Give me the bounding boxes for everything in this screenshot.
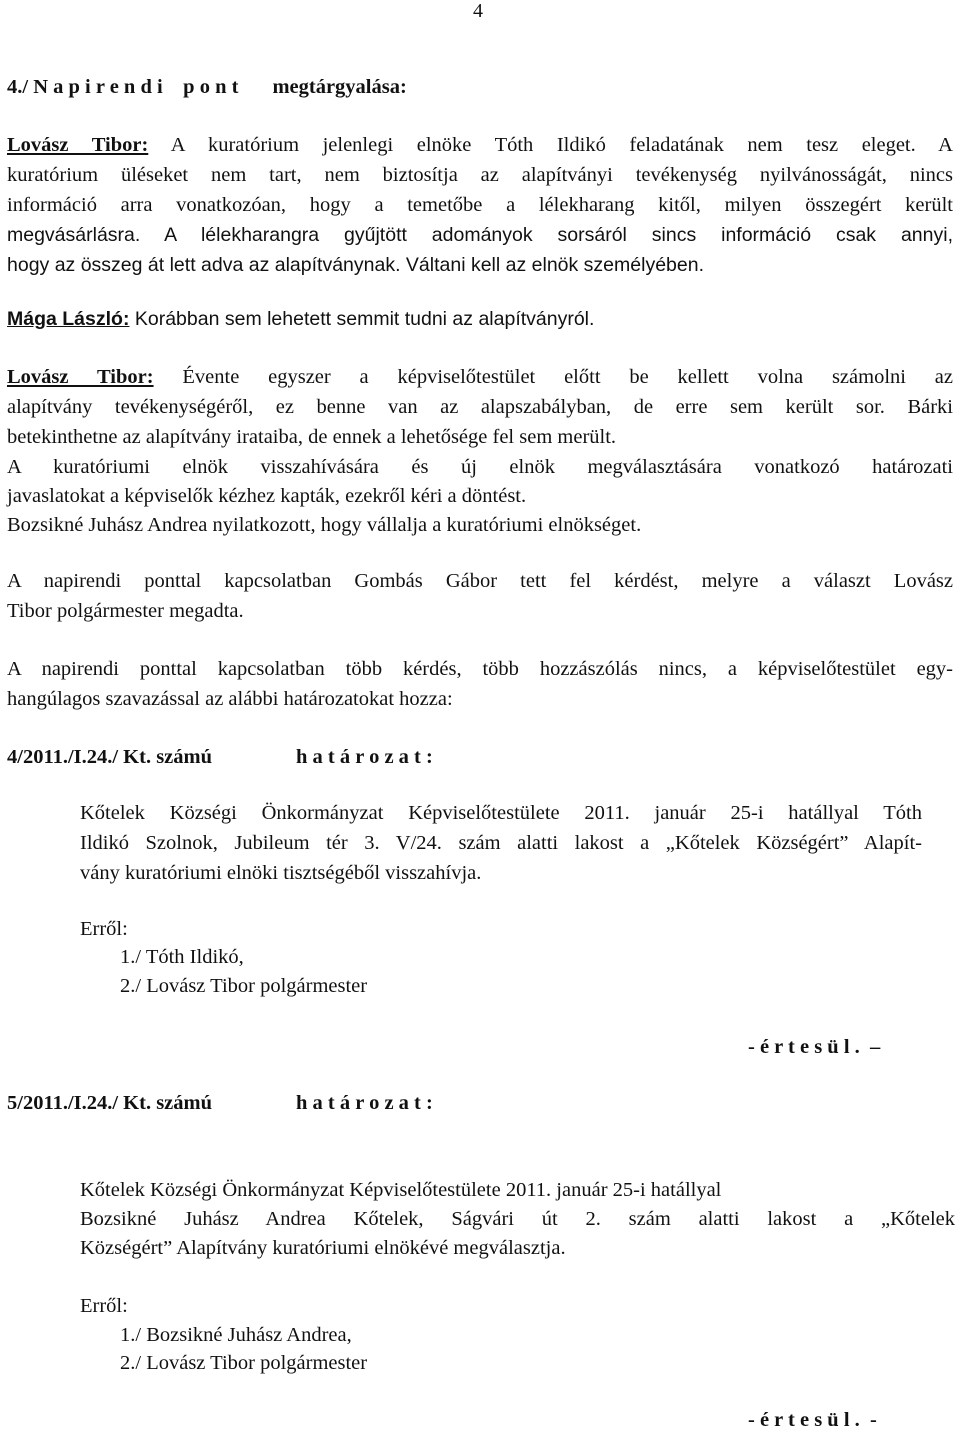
resolution2-line1: Kőtelek Községi Önkormányzat Képviselőtestülete 2011. január 25-i hatállyal [80, 1179, 722, 1201]
speaker-name: Lovász Tibor: [7, 134, 149, 156]
para4-line1: A napirendi ponttal kapcsolatban Gombás Gábor tett fel kérdést, melyre a választ Lovász [7, 570, 953, 592]
para2-text: Korábban sem lehetett semmit tudni az alapítványról. [129, 308, 595, 330]
para1-line5: hogy az összeg át lett adva az alapítványnak. Váltani kell az elnök személyében. [7, 254, 704, 276]
para3-line5: javaslatokat a képviselők kézhez kapták, ezekről kéri a döntést. [7, 485, 527, 507]
speaker-name: Mága László: [7, 308, 130, 330]
agenda-heading-spaced: N a p i r e n d i p o n t [33, 76, 239, 98]
para1-line2: kuratórium üléseket nem tart, nem biztosítja az alapítványi tevékenység nyilvánosságát, nincs [7, 164, 953, 186]
resolution1-line3: vány kuratóriumi elnöki tisztségéből visszahívja. [80, 862, 482, 884]
resolution2-notice: - é r t e s ü l . - [748, 1409, 877, 1431]
para1-line1 [7, 132, 953, 158]
resolution1-number: 4/2011./I.24./ Kt. számú [7, 746, 213, 768]
para3-line2: alapítvány tevékenységéről, ez benne van az alapszabályban, de erre sem került sor. Bárki [7, 396, 953, 418]
speaker-name: Lovász Tibor: [7, 366, 154, 388]
resolution2-recipient: 2./ Lovász Tibor polgármester [120, 1352, 368, 1374]
page-number: 4 [473, 0, 483, 22]
para1-line4: megvásárlásra. A lélekharangra gyűjtött adományok sorsáról sincs információ csak annyi, [7, 224, 953, 246]
resolution2-number: 5/2011./I.24./ Kt. számú [7, 1092, 213, 1114]
para3-line1-text: Évente egyszer a képviselőtestület előtt be kellett volna számolni az [153, 366, 953, 388]
para3-line1 [7, 364, 953, 390]
resolution1-line2: Ildikó Szolnok, Jubileum tér 3. V/24. szám alatti lakost a „Kőtelek Községért” Alapít- [80, 832, 922, 854]
resolution1-recipient: 2./ Lovász Tibor polgármester [120, 975, 368, 997]
para5-line1: A napirendi ponttal kapcsolatban több kérdés, több hozzászólás nincs, a képviselőtestület egy- [7, 658, 953, 680]
resolution1-notify-heading: Erről: [80, 918, 128, 940]
para5-line2: hangúlagos szavazással az alábbi határozatokat hozza: [7, 688, 453, 710]
para2-line1 [7, 306, 594, 332]
para3-line3: betekinthetne az alapítvány irataiba, de ennek a lehetősége fel sem merült. [7, 426, 617, 448]
resolution2-line2: Bozsikné Juhász Andrea Kőtelek, Ságvári út 2. szám alatti lakost a „Kőtelek [80, 1208, 955, 1230]
resolution2-line3: Községért” Alapítvány kuratóriumi elnökévé megválasztja. [80, 1237, 566, 1259]
para1-line3: információ arra vonatkozóan, hogy a temetőbe a lélekharang kitől, milyen összegért került [7, 194, 953, 216]
resolution1-line1: Kőtelek Községi Önkormányzat Képviselőtestülete 2011. január 25-i hatállyal Tóth [80, 802, 922, 824]
resolution1-label: h a t á r o z a t : [296, 746, 433, 768]
para3-line4: A kuratóriumi elnök visszahívására és új elnök megválasztására vonatkozó határozati [7, 456, 953, 478]
agenda-heading-suffix: megtárgyalása: [272, 76, 407, 98]
resolution1-recipient: 1./ Tóth Ildikó, [120, 946, 244, 968]
para1-line1-text: A kuratórium jelenlegi elnöke Tóth Ildikó feladatának nem tesz eleget. A [148, 134, 953, 156]
resolution1-notice: - é r t e s ü l . – [748, 1036, 881, 1058]
para4-line2: Tibor polgármester megadta. [7, 600, 244, 622]
resolution2-notify-heading: Erről: [80, 1295, 128, 1317]
agenda-heading [7, 74, 407, 100]
agenda-heading-prefix: 4./ [7, 76, 34, 98]
resolution2-label: h a t á r o z a t : [296, 1092, 433, 1114]
resolution2-recipient: 1./ Bozsikné Juhász Andrea, [120, 1324, 352, 1346]
para3-line6: Bozsikné Juhász Andrea nyilatkozott, hogy vállalja a kuratóriumi elnökséget. [7, 514, 642, 536]
